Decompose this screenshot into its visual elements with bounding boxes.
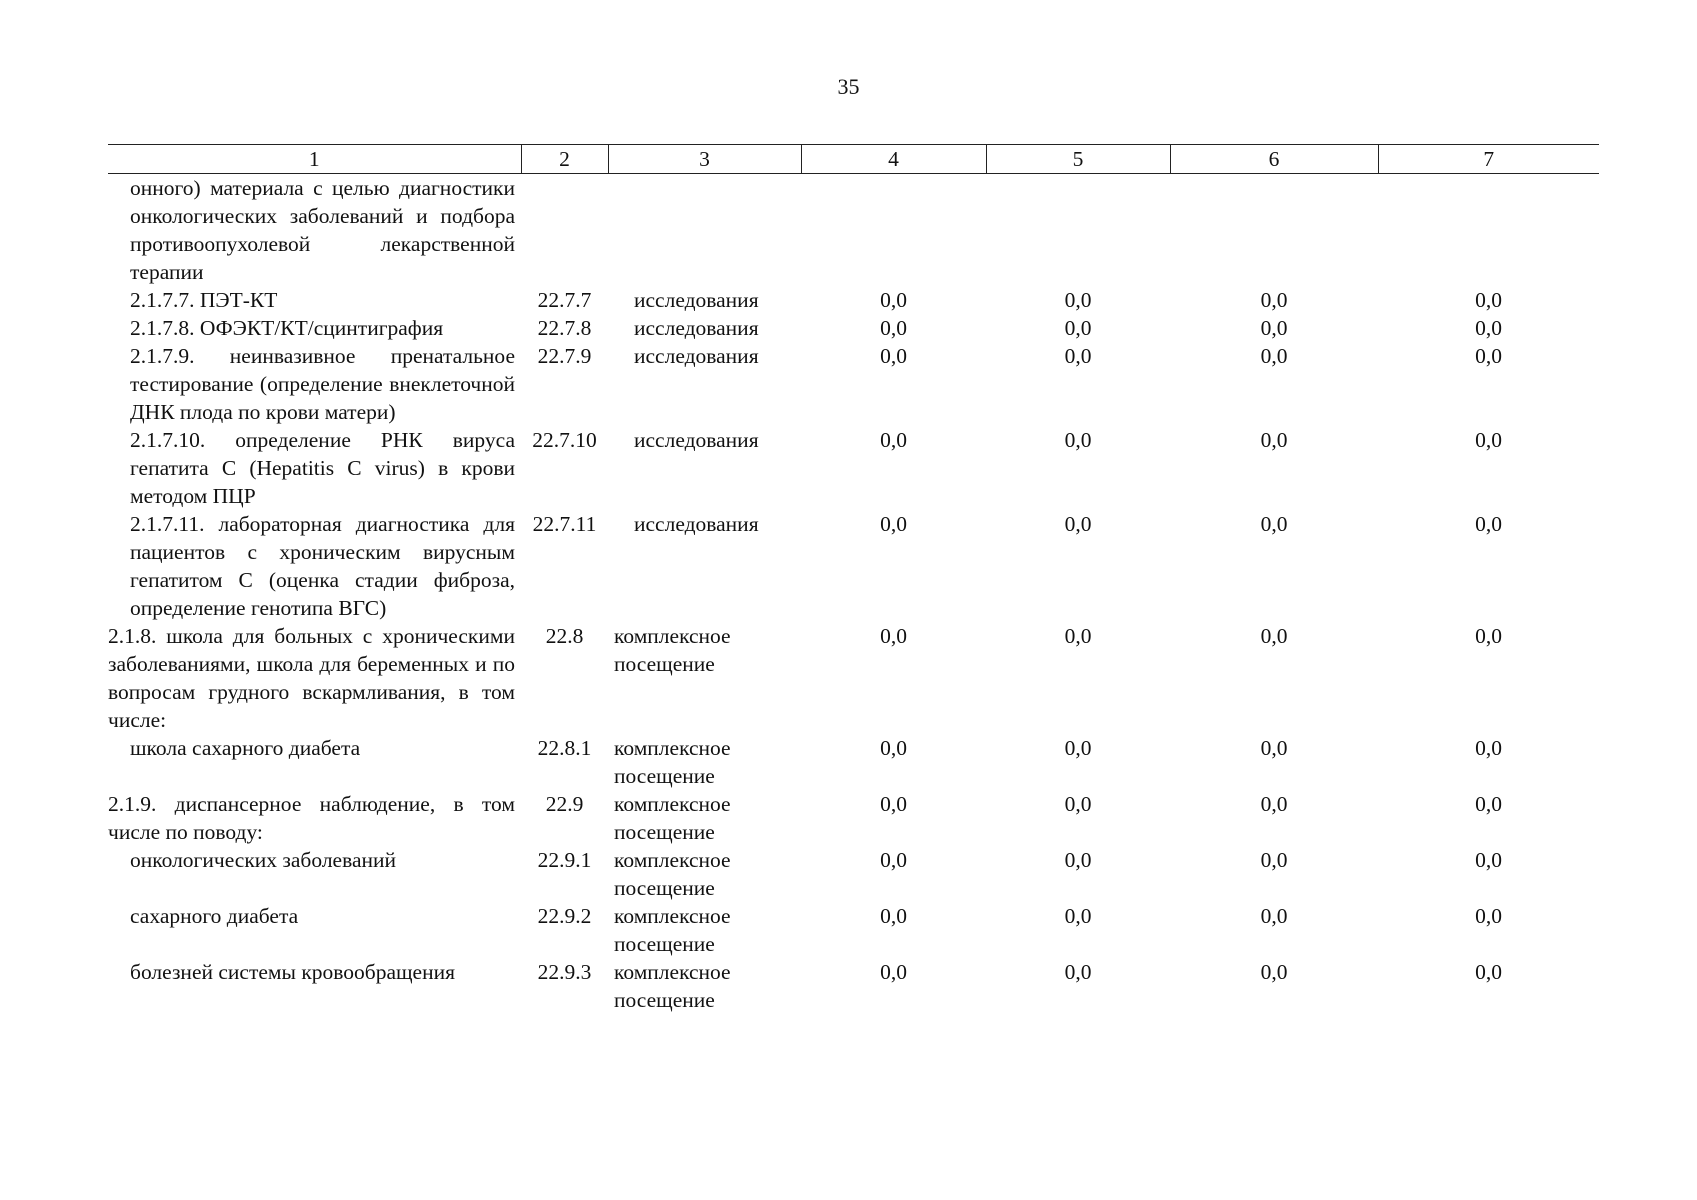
data-table [108,144,1599,1014]
row-value-7: 0,0 [1475,288,1502,312]
row-value-5: 0,0 [1064,288,1092,312]
column-header-6: 6 [1170,145,1378,174]
row-value-5: 0,0 [1064,428,1092,452]
table-row [108,342,1599,426]
column-header-2: 2 [521,145,608,174]
row-value-5: 0,0 [1064,624,1092,648]
row-value-5: 0,0 [1064,904,1092,928]
row-unit [608,174,801,287]
row-value-6: 0,0 [1260,428,1288,452]
table-body [108,174,1599,1015]
row-value-4: 0,0 [880,904,907,928]
row-value-7: 0,0 [1475,344,1502,368]
row-value-6: 0,0 [1260,904,1288,928]
row-unit: исследования [634,316,759,340]
row-code [521,174,608,287]
row-name: 2.1.7.8. ОФЭКТ/КТ/сцинтиграфия [130,316,444,340]
row-value-4: 0,0 [880,848,907,872]
row-name: сахарного диабета [130,904,299,928]
row-value-6: 0,0 [1260,960,1288,984]
column-header-7: 7 [1378,145,1599,174]
table-row [108,426,1599,510]
row-value-6: 0,0 [1260,344,1288,368]
row-value-6: 0,0 [1260,512,1288,536]
row-value-4: 0,0 [880,792,907,816]
table-row [108,286,1599,314]
row-unit: комплексное посещение [614,624,731,676]
row-code: 22.7.10 [532,428,597,452]
row-value-7: 0,0 [1475,624,1502,648]
row-value-5: 0,0 [1064,344,1092,368]
row-value-6 [1170,174,1378,287]
row-name: онкологических заболеваний [130,848,397,872]
row-value-6: 0,0 [1260,736,1288,760]
row-name: 2.1.9. диспансерное наблюдение, в том числе по поводу: [108,792,515,844]
row-value-5 [986,174,1170,287]
table-row [108,734,1599,790]
row-value-5: 0,0 [1064,736,1092,760]
row-code: 22.9.1 [537,848,592,872]
row-value-4: 0,0 [880,736,907,760]
row-value-6: 0,0 [1260,848,1288,872]
row-value-7: 0,0 [1475,428,1502,452]
row-value-7: 0,0 [1475,512,1502,536]
row-value-7 [1378,174,1599,287]
row-value-5: 0,0 [1064,848,1092,872]
table-row [108,314,1599,342]
row-value-4 [801,174,986,287]
row-unit: комплексное посещение [614,792,731,844]
row-value-5: 0,0 [1064,960,1092,984]
row-unit: исследования [634,288,759,312]
row-value-6: 0,0 [1260,792,1288,816]
column-header-4: 4 [801,145,986,174]
row-unit: комплексное посещение [614,848,731,900]
row-code: 22.9.3 [537,960,592,984]
row-value-4: 0,0 [880,624,907,648]
row-value-6: 0,0 [1260,288,1288,312]
row-code: 22.7.11 [532,512,597,536]
column-header-3: 3 [608,145,801,174]
row-name: школа сахарного диабета [130,736,361,760]
row-name: 2.1.7.10. определение РНК вируса гепатита С (Hepatitis C virus) в крови методом ПЦР [130,428,515,508]
table-row [108,846,1599,902]
row-unit: комплексное посещение [614,960,731,1012]
row-value-4: 0,0 [880,428,907,452]
table-row [108,902,1599,958]
row-value-7: 0,0 [1475,736,1502,760]
row-code: 22.7.9 [537,344,592,368]
table-row [108,510,1599,622]
row-code: 22.7.8 [537,316,592,340]
row-code: 22.9.2 [537,904,592,928]
table-row [108,790,1599,846]
row-value-7: 0,0 [1475,316,1502,340]
row-name: онного) материала с целью диагностики онкологических заболеваний и подбора противоопухолевой лекарственной терапии [130,176,515,284]
column-header-1: 1 [108,145,521,174]
row-value-7: 0,0 [1475,848,1502,872]
table-row [108,958,1599,1014]
row-unit: исследования [634,512,759,536]
row-value-6: 0,0 [1260,316,1288,340]
row-unit: исследования [634,428,759,452]
row-name: 2.1.7.7. ПЭТ-КТ [130,288,278,312]
row-unit: комплексное посещение [614,904,731,956]
row-value-7: 0,0 [1475,792,1502,816]
row-code: 22.7.7 [537,288,592,312]
row-unit: комплексное посещение [614,736,731,788]
row-value-5: 0,0 [1064,316,1092,340]
row-value-5: 0,0 [1064,792,1092,816]
row-value-4: 0,0 [880,960,907,984]
row-value-7: 0,0 [1475,904,1502,928]
row-name: 2.1.8. школа для больных с хроническими заболеваниями, школа для беременных и по вопросам грудного вскармливания, в том числе: [108,624,515,732]
row-unit: исследования [634,344,759,368]
row-name: 2.1.7.11. лабораторная диагностика для пациентов с хроническим вирусным гепатитом С (оценка стадии фиброза, определение генотипа ВГС) [130,512,515,620]
row-name: 2.1.7.9. неинвазивное пренатальное тестирование (определение внеклеточной ДНК плода по крови матери) [130,344,515,424]
row-value-4: 0,0 [880,512,907,536]
row-name: болезней системы кровообращения [130,960,455,984]
row-value-5: 0,0 [1064,512,1092,536]
row-value-4: 0,0 [880,288,907,312]
row-value-4: 0,0 [880,316,907,340]
row-value-6: 0,0 [1260,624,1288,648]
row-value-7: 0,0 [1475,960,1502,984]
table-header [108,145,1599,174]
row-value-4: 0,0 [880,344,907,368]
column-header-5: 5 [986,145,1170,174]
row-code: 22.9 [545,792,584,816]
row-code: 22.8 [545,624,584,648]
table-row [108,174,1599,287]
table-row [108,622,1599,734]
row-code: 22.8.1 [537,736,592,760]
page-number: 35 [837,74,860,99]
